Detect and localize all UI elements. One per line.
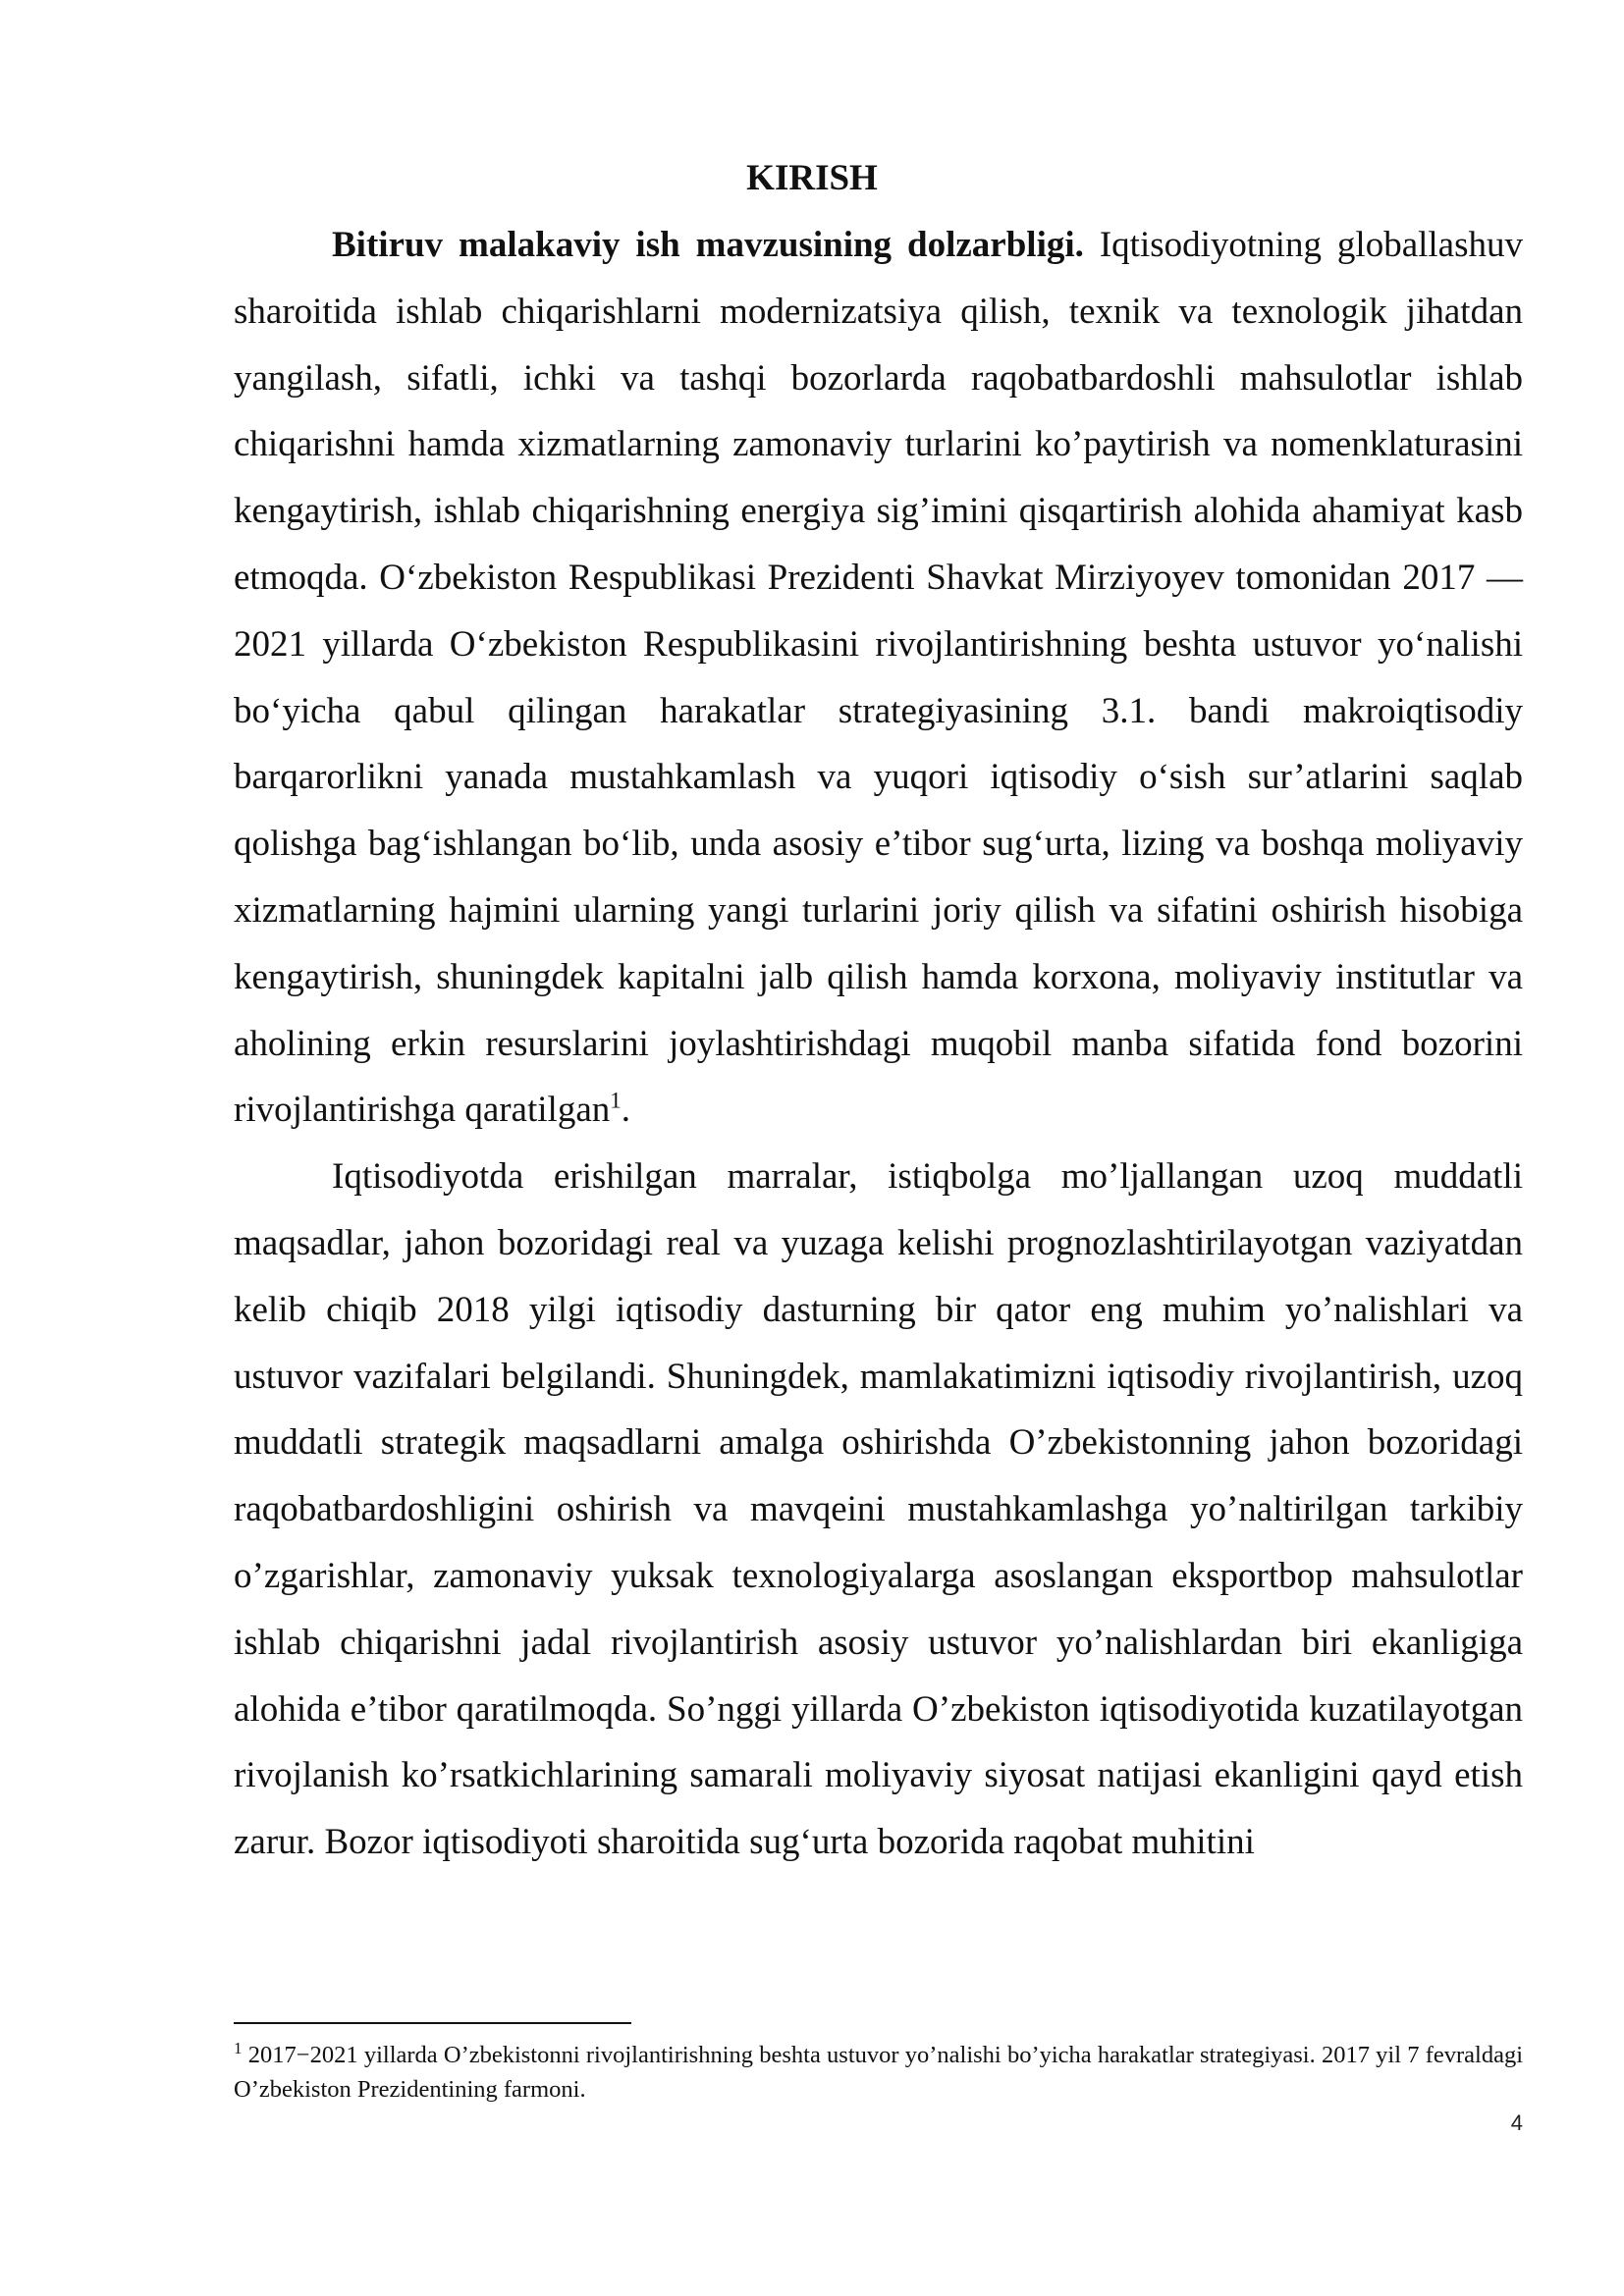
footnote	[234, 2038, 1523, 2107]
paragraph-1-lead: Bitiruv malakaviy ish mavzusining dolzarbligi.	[332, 225, 1084, 265]
paragraph-1	[234, 212, 1523, 1144]
footnote-text: 2017−2021 yillarda O’zbekistonni rivojlantirishning beshta ustuvor yo’nalishi bo’yicha harakatlar strategiyasi. 2017 yil 7 fevraldagi O’zbekiston Prezidentining farmoni.	[234, 2042, 1523, 2103]
paragraph-1-end: .	[621, 1090, 630, 1131]
page-number: 4	[1510, 2110, 1523, 2135]
paragraph-2	[234, 1144, 1523, 1876]
footnote-reference[interactable]: 1	[610, 1089, 622, 1114]
body-text	[234, 212, 1523, 1876]
footnote-separator	[234, 2022, 631, 2024]
paragraph-1-text: Iqtisodiyotning globallashuv sharoitida ishlab chiqarishlarni modernizatsiya qilish, texnik va texnologik jihatdan yangilash, sifatli, ichki va tashqi bozorlarda raqobatbardoshli mahsulotlar ishlab chiqarishni hamda xizmatlarning zamonaviy turlarini ko’paytirish va nomenklaturasini kengaytirish, ishlab chiqarishning energiya sig’imini qisqartirish alohida ahamiyat kasb etmoqda. O‘zbekiston Respublikasi Prezidenti Shavkat Mirziyoyev tomonidan 2017 — 2021 yillarda O‘zbekiston Respublikasini rivojlantirishning beshta ustuvor yo‘nalishi bo‘yicha qabul qilingan harakatlar strategiyasining 3.1. bandi makroiqtisodiy barqarorlikni yanada mustahkamlash va yuqori iqtisodiy o‘sish sur’atlarini saqlab qolishga bag‘ishlangan bo‘lib, unda asosiy e’tibor sug‘urta, lizing va boshqa moliyaviy xizmatlarning hajmini ularning yangi turlarini joriy qilish va sifatini oshirish hisobiga kengaytirish, shuningdek kapitalni jalb qilish hamda korxona, moliyaviy institutlar va aholining erkin resurslarini joylashtirishdagi muqobil manba sifatida fond bozorini rivojlantirishga qaratilgan	[234, 225, 1523, 1131]
section-title: KIRISH	[746, 158, 878, 198]
paragraph-2-text: Iqtisodiyotda erishilgan marralar, istiqbolga mo’ljallangan uzoq muddatli maqsadlar, jahon bozoridagi real va yuzaga kelishi prognozlashtirilayotgan vaziyatdan kelib chiqib 2018 yilgi iqtisodiy dasturning bir qator eng muhim yo’nalishlari va ustuvor vazifalari belgilandi. Shuningdek, mamlakatimizni iqtisodiy rivojlantirish, uzoq muddatli strategik maqsadlarni amalga oshirishda O’zbekistonning jahon bozoridagi raqobatbardoshligini oshirish va mavqeini mustahkamlashga yo’naltirilgan tarkibiy o’zgarishlar, zamonaviy yuksak texnologiyalarga asoslangan eksportbop mahsulotlar ishlab chiqarishni jadal rivojlantirish asosiy ustuvor yo’nalishlardan biri ekanligiga alohida e’tibor qaratilmoqda. So’nggi yillarda O’zbekiston iqtisodiyotida kuzatilayotgan rivojlanish ko’rsatkichlarining samarali moliyaviy siyosat natijasi ekanligini qayd etish zarur. Bozor iqtisodiyoti sharoitida sug‘urta bozorida raqobat muhitini	[234, 1156, 1523, 1863]
footnote-marker: 1	[234, 2038, 243, 2057]
